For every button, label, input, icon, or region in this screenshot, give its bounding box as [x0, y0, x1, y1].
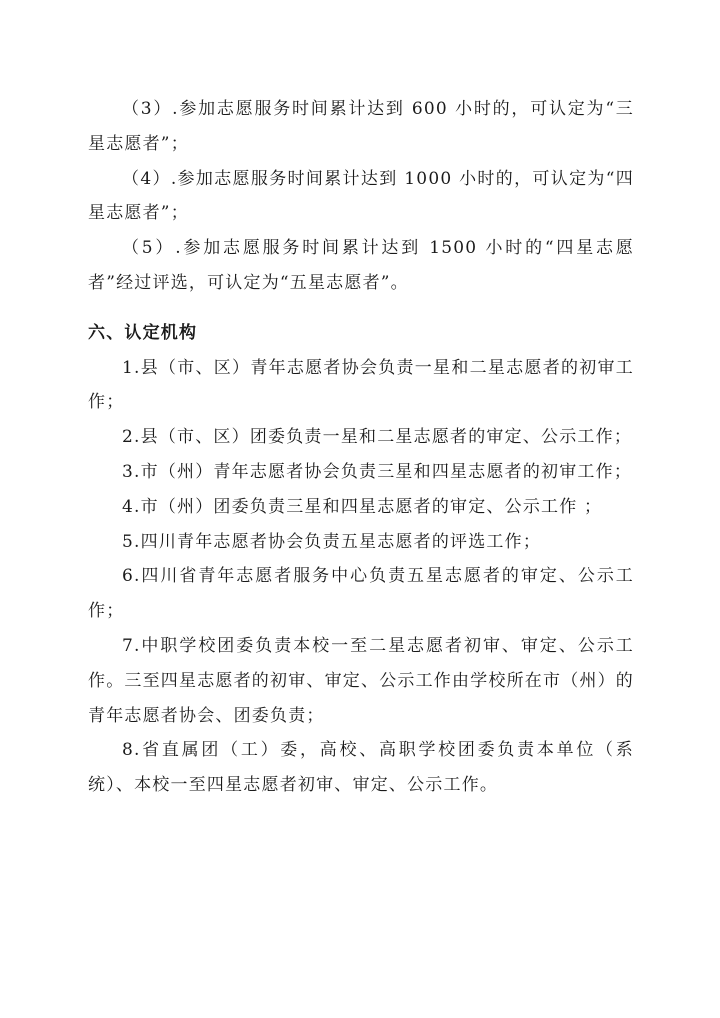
section-item-7: 7.中职学校团委负责本校一至二星志愿者初审、审定、公示工作。三至四星志愿者的初审、审定、公示工作由学校所在市（州）的青年志愿者协会、团委负责；	[88, 635, 634, 726]
section-item-5: 5.四川青年志愿者协会负责五星志愿者的评选工作；	[122, 531, 542, 552]
section-item-1: 1.县（市、区）青年志愿者协会负责一星和二星志愿者的初审工作；	[88, 357, 634, 413]
section-item-3: 3.市（州）青年志愿者协会负责三星和四星志愿者的初审工作；	[122, 461, 633, 482]
star-level-paragraph-3: （3）.参加志愿服务时间累计达到 600 小时的，可认定为“三星志愿者”；	[88, 99, 634, 154]
star-level-paragraph-5: （5）.参加志愿服务时间累计达到 1500 小时的“四星志愿者”经过评选，可认定为“五星志愿者”。	[88, 238, 634, 293]
document-page	[88, 92, 634, 803]
section-heading: 六、认定机构	[88, 322, 198, 343]
section-item-6: 6.四川省青年志愿者服务中心负责五星志愿者的审定、公示工作；	[88, 566, 634, 622]
section-item-8: 8.省直属团（工）委，高校、高职学校团委负责本单位（系统）、本校一至四星志愿者初审、审定、公示工作。	[88, 740, 634, 796]
section-item-4: 4.市（州）团委负责三星和四星志愿者的审定、公示工作 ；	[122, 496, 603, 517]
star-level-paragraph-4: （4）.参加志愿服务时间累计达到 1000 小时的，可认定为“四星志愿者”；	[88, 168, 634, 224]
section-item-2: 2.县（市、区）团委负责一星和二星志愿者的审定、公示工作；	[122, 427, 633, 448]
